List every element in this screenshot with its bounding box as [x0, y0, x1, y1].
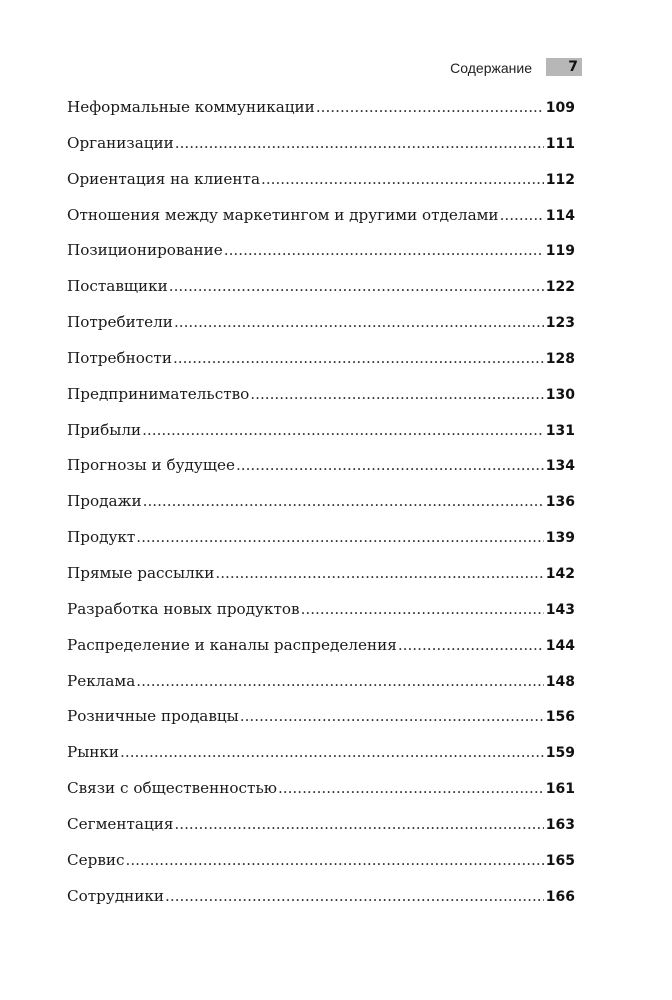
toc-entry-title: Прямые рассылки: [67, 563, 215, 582]
toc-entry-page: 159: [545, 745, 575, 762]
toc-entry[interactable]: [67, 419, 575, 455]
toc-entry[interactable]: [67, 813, 575, 849]
toc-entry[interactable]: [67, 239, 575, 275]
toc-entry[interactable]: [67, 454, 575, 490]
toc-entry-title: Продукт: [67, 528, 136, 547]
toc-entry-title: Распределение и каналы распределения: [67, 635, 397, 654]
toc-entry-page: 109: [545, 100, 575, 116]
toc-entry-page: 161: [545, 781, 575, 798]
toc-entry-page: 114: [545, 207, 575, 224]
toc-entry-page: 139: [545, 530, 575, 547]
toc-leader-dots: [136, 670, 543, 692]
toc-leader-dots: [261, 168, 544, 190]
toc-entry-page: 144: [545, 637, 575, 654]
toc-entry-page: 119: [545, 243, 575, 260]
toc-entry-title: Прогнозы и будущее: [67, 456, 235, 475]
toc-entry-title: Неформальные коммуникации: [67, 98, 315, 116]
toc-entry[interactable]: [67, 634, 575, 670]
toc-entry[interactable]: [67, 777, 575, 813]
toc-entry[interactable]: [67, 849, 575, 885]
toc-entry-title: Организации: [67, 133, 174, 152]
toc-entry-page: 148: [545, 673, 575, 690]
toc-entry-page: 111: [545, 135, 575, 152]
toc-leader-dots: [143, 490, 544, 512]
toc-entry-title: Позиционирование: [67, 241, 223, 260]
toc-entry-title: Рынки: [67, 743, 120, 762]
toc-entry-page: 128: [545, 350, 575, 367]
toc-entry[interactable]: [67, 526, 575, 562]
toc-entry-page: 123: [545, 315, 575, 332]
toc-entry-page: 131: [545, 422, 575, 439]
toc-leader-dots: [301, 598, 544, 620]
toc-leader-dots: [169, 275, 544, 297]
toc-entry-page: 156: [545, 709, 575, 726]
toc-entry-title: Сегментация: [67, 814, 174, 833]
toc-entry-title: Сервис: [67, 850, 125, 869]
toc-leader-dots: [142, 419, 544, 441]
toc-leader-dots: [174, 311, 544, 333]
toc-entry[interactable]: [67, 705, 575, 741]
toc-entry[interactable]: [67, 275, 575, 311]
toc-entry-page: 166: [545, 888, 575, 905]
toc-entry[interactable]: [67, 132, 575, 168]
toc-leader-dots: [136, 526, 543, 548]
toc-leader-dots: [240, 705, 544, 727]
toc-leader-dots: [398, 634, 544, 656]
toc-entry-page: 134: [545, 458, 575, 475]
toc-entry-title: Потребности: [67, 348, 172, 367]
toc-leader-dots: [500, 204, 544, 226]
toc-entry-page: 163: [545, 816, 575, 833]
toc-entry[interactable]: [67, 96, 575, 132]
toc-entry-page: 136: [545, 494, 575, 511]
toc-leader-dots: [236, 454, 544, 476]
toc-entry-page: 142: [545, 565, 575, 582]
toc-entry-title: Ориентация на клиента: [67, 169, 260, 188]
toc-leader-dots: [250, 383, 543, 405]
toc-entry[interactable]: [67, 204, 575, 240]
toc-leader-dots: [175, 132, 544, 154]
toc-leader-dots: [174, 813, 543, 835]
running-header-title: Содержание: [450, 60, 532, 76]
toc-entry[interactable]: [67, 490, 575, 526]
toc-entry-title: Розничные продавцы: [67, 707, 239, 726]
toc-entry[interactable]: [67, 383, 575, 419]
toc-entry[interactable]: [67, 741, 575, 777]
toc-entry-page: 143: [545, 601, 575, 618]
toc-entry-title: Поставщики: [67, 277, 168, 296]
toc-entry-title: Отношения между маркетингом и другими отделами: [67, 205, 499, 224]
toc-leader-dots: [173, 347, 544, 369]
toc-entry[interactable]: [67, 347, 575, 383]
toc-entry-page: 130: [545, 386, 575, 403]
toc-entry-page: 112: [545, 171, 575, 188]
toc-leader-dots: [278, 777, 544, 799]
toc-entry[interactable]: [67, 885, 575, 921]
toc-entry-page: 122: [545, 279, 575, 296]
toc-entry-title: Реклама: [67, 671, 136, 690]
page-number-box: [546, 58, 582, 76]
toc-entry-title: Сотрудники: [67, 886, 165, 905]
running-header: [0, 58, 672, 78]
toc-entry-page: 165: [545, 852, 575, 869]
toc-entry[interactable]: [67, 311, 575, 347]
toc-entry[interactable]: [67, 562, 575, 598]
toc-leader-dots: [165, 885, 544, 907]
page-number: 7: [568, 59, 578, 75]
toc-entry-title: Предпринимательство: [67, 384, 250, 403]
toc-entry-title: Прибыли: [67, 420, 142, 439]
toc-entry[interactable]: [67, 168, 575, 204]
toc-leader-dots: [215, 562, 543, 584]
toc-leader-dots: [126, 849, 544, 871]
toc-entry[interactable]: [67, 670, 575, 706]
toc-entry-title: Разработка новых продуктов: [67, 599, 300, 618]
toc-leader-dots: [224, 239, 544, 261]
toc-entry-title: Продажи: [67, 492, 142, 511]
toc-leader-dots: [316, 96, 544, 118]
toc-leader-dots: [120, 741, 544, 763]
toc-entry-title: Связи с общественностью: [67, 779, 277, 798]
toc-entry[interactable]: [67, 598, 575, 634]
table-of-contents: [67, 96, 575, 920]
toc-entry-title: Потребители: [67, 313, 173, 332]
